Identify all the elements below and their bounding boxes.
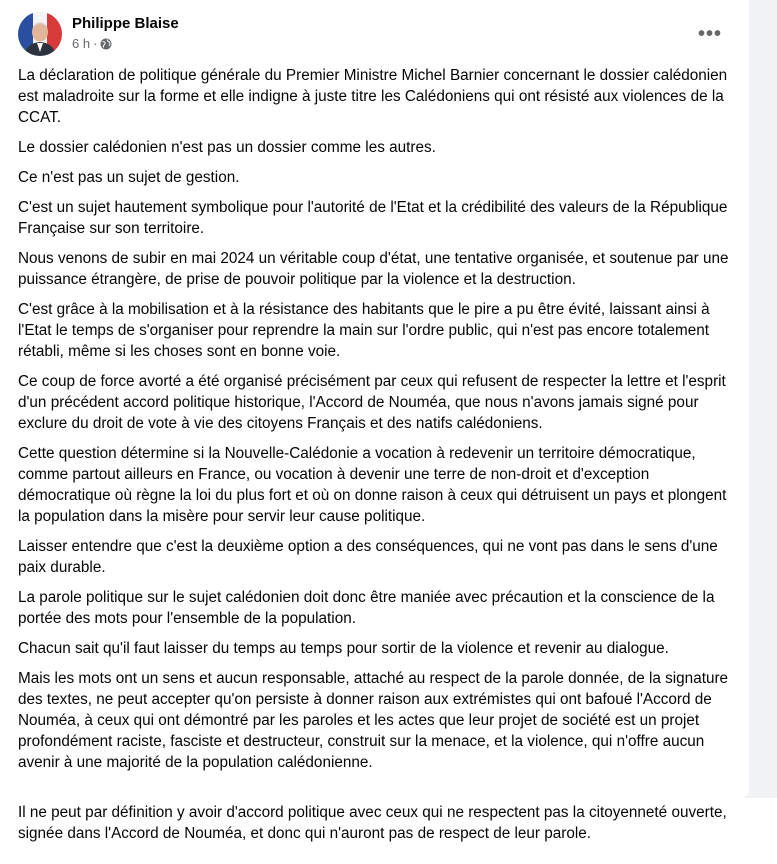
post-paragraph: C'est un sujet hautement symbolique pour l'autorité de l'Etat et la crédibilité des valeurs de la République Française sur son territoire.	[18, 199, 728, 237]
post-paragraph: La parole politique sur le sujet calédonien doit donc être maniée avec précaution et la conscience de la portée des mots pour l'ensemble de la population.	[18, 589, 715, 627]
meta-separator: ·	[93, 36, 98, 51]
post-body	[18, 65, 730, 782]
post-last-paragraph: Il ne peut par définition y avoir d'accord politique avec ceux qui ne respectent pas la citoyenneté ouverte, signée dans l'Accord de Nouméa, et donc qui n'auront pas de respect de leur parole.	[18, 804, 727, 842]
more-options-button[interactable]	[696, 20, 724, 48]
post-paragraph: Ce n'est pas un sujet de gestion.	[18, 169, 240, 186]
profile-photo	[18, 12, 62, 56]
author-name[interactable]: Philippe Blaise	[72, 15, 179, 32]
avatar[interactable]	[18, 12, 62, 56]
globe-icon	[100, 38, 112, 50]
more-options-icon: •••	[697, 22, 722, 45]
post-time[interactable]: 6 h	[72, 36, 91, 51]
post-header	[18, 12, 738, 56]
post-paragraph: Le dossier calédonien n'est pas un dossier comme les autres.	[18, 139, 436, 156]
post-paragraph: La déclaration de politique générale du Premier Ministre Michel Barnier concernant le dossier calédonien est maladroite sur la forme et elle indigne à juste titre les Calédoniens qui ont résisté aux violences de la CCAT.	[18, 67, 728, 126]
post-paragraph: Chacun sait qu'il faut laisser du temps au temps pour sortir de la violence et revenir au dialogue.	[18, 640, 669, 657]
post-paragraph: Nous venons de subir en mai 2024 un véritable coup d'état, une tentative organisée, et soutenue par une puissance étrangère, de prise de pouvoir politique par la violence et la destruction.	[18, 250, 729, 288]
post-paragraph: Mais les mots ont un sens et aucun responsable, attaché au respect de la parole donnée, de la signature des textes, ne peut accepter qu'on persiste à donner raison aux extrémistes qui ont bafoué l'Accord de Nouméa, à ceux qui ont démontré par les paroles et les actes que leur projet de société est un projet profondément raciste, fasciste et destructeur, construit sur la menace, et la violence, qui n'offre aucun avenir à une majorité de la population calédonienne.	[18, 670, 729, 771]
post-paragraph: Laisser entendre que c'est la deuxième option a des conséquences, qui ne vont pas dans le sens d'une paix durable.	[18, 538, 718, 576]
post-last-paragraph-container	[18, 802, 748, 844]
post-meta	[72, 36, 112, 51]
post-paragraph: Ce coup de force avorté a été organisé précisément par ceux qui refusent de respecter la lettre et l'esprit d'un précédent accord politique historique, l'Accord de Nouméa, que nous n'avons jamais signé pour exclure du droit de vote à vie des citoyens Français et des natifs calédoniens.	[18, 373, 726, 432]
post-paragraph: Cette question détermine si la Nouvelle-Calédonie a vocation à redevenir un territoire démocratique, comme partout ailleurs en France, ou vocation à devenir une terre de non-droit et d'exception démocratique où règne la loi du plus fort et où on donne raison à ceux qui détruisent un pays et plongent la population dans la misère pour servir leur cause politique.	[18, 445, 727, 525]
post-paragraph: C'est grâce à la mobilisation et à la résistance des habitants que le pire a pu être évité, laissant ainsi à l'Etat le temps de s'organiser pour reprendre la main sur l'ordre public, qui n'est pas encore totalement rétabli, même si les choses sont en bonne voie.	[18, 301, 710, 360]
